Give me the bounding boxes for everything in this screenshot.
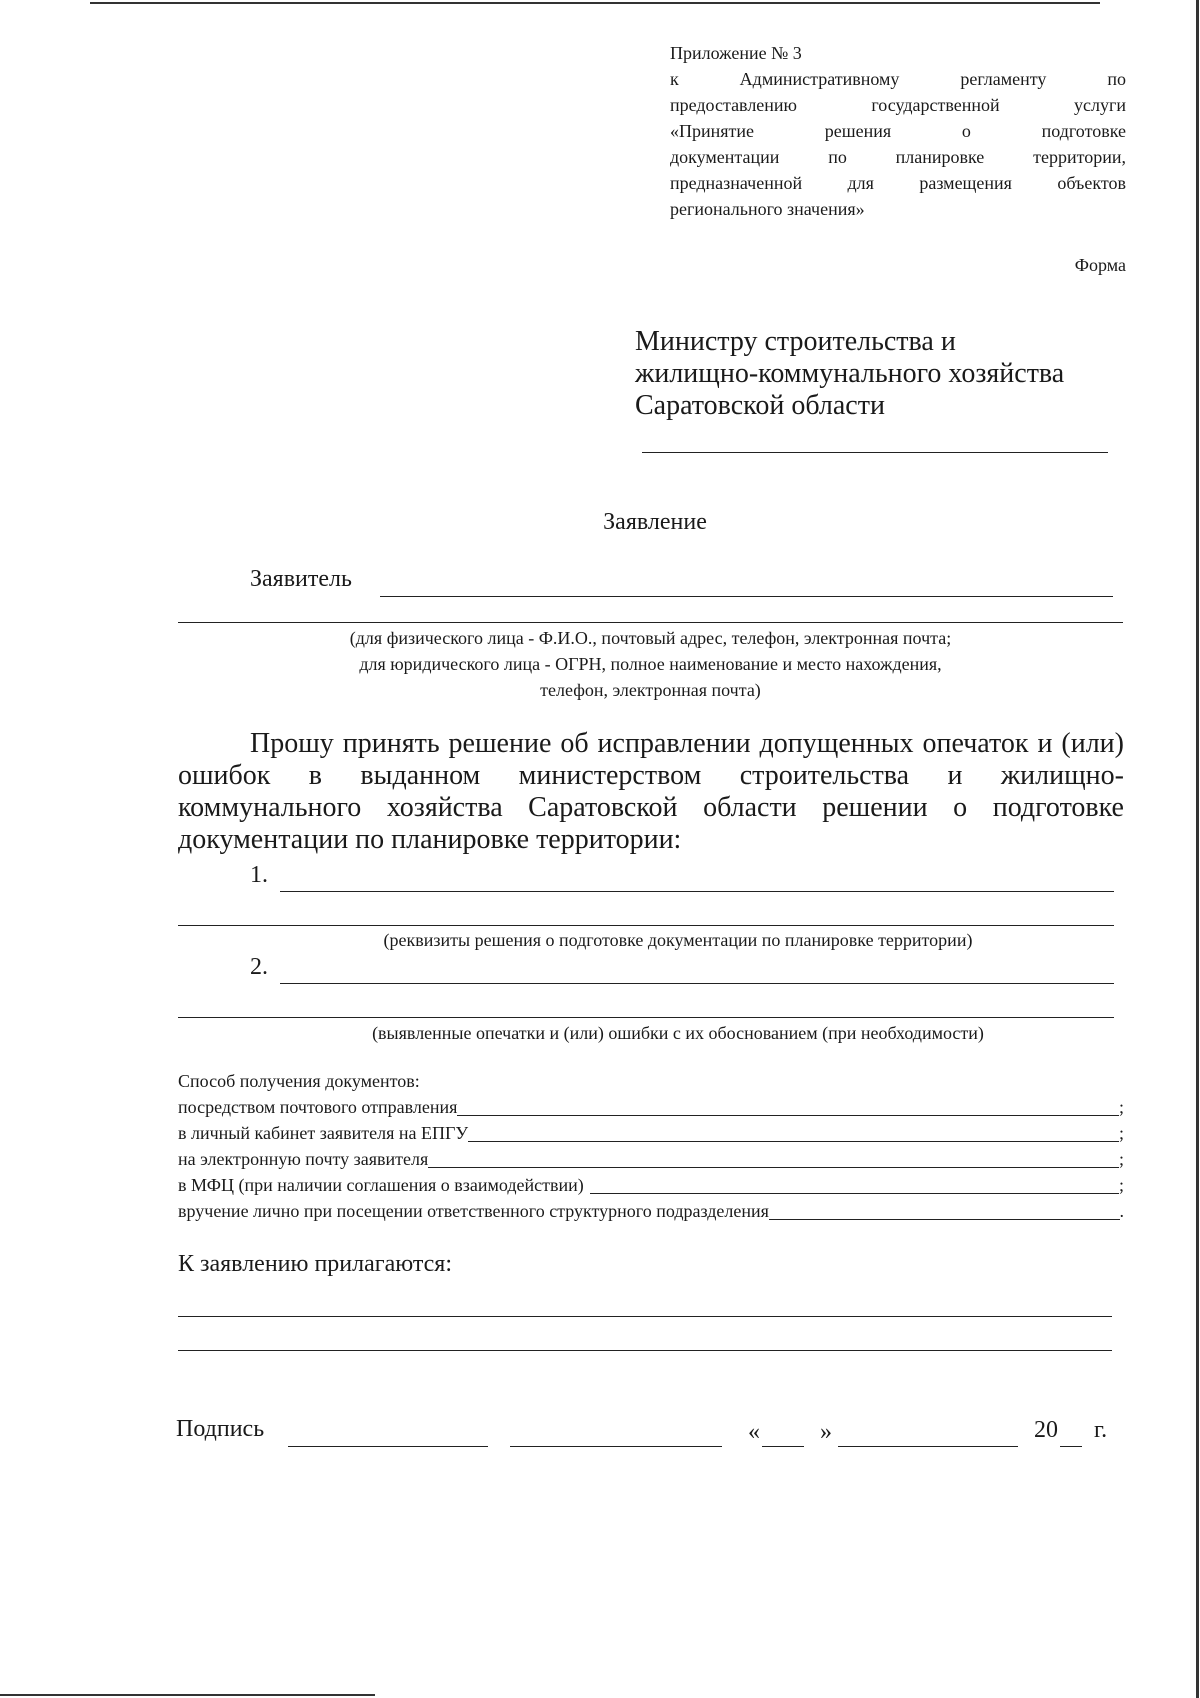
date-year-line[interactable] [1060,1446,1082,1447]
delivery-option-4[interactable] [178,1172,1124,1198]
delivery-option-5[interactable] [178,1198,1124,1224]
attachments-line-1[interactable] [178,1316,1112,1317]
item-2-field-line-1[interactable] [280,983,1114,984]
applicant-label: Заявитель [250,566,352,592]
appendix-block [670,40,1126,222]
appendix-line-5: предназначенной для размещения объектов [670,173,1126,193]
item-1-hint: (реквизиты решения о подготовке документации по планировке территории) [383,930,973,950]
applicant-hint-line-3: телефон, электронная почта) [540,680,761,700]
item-2-field-line-2[interactable] [178,1017,1114,1018]
item-2-hint: (выявленные опечатки и (или) ошибки с их обоснованием (при необходимости) [372,1023,984,1043]
delivery-option-3-label: на электронную почту заявителя [178,1149,429,1169]
addressee-name-line[interactable] [642,452,1108,453]
addressee-line-3: Саратовской области [635,390,885,421]
applicant-hint-line-1: (для физического лица - Ф.И.О., почтовый адрес, телефон, электронная почта; [349,628,952,648]
delivery-option-2-end: ; [1118,1123,1124,1143]
appendix-line-4: документации по планировке территории, [670,147,1126,167]
delivery-option-2-line[interactable] [468,1123,1119,1142]
document-title: Заявление [603,509,707,535]
appendix-line-3: «Принятие решения о подготовке [670,121,1126,141]
date-day-line[interactable] [762,1446,804,1447]
request-paragraph [178,728,1124,856]
delivery-option-1-label: посредством почтового отправления [178,1097,458,1117]
item-2-number: 2. [250,954,268,980]
delivery-option-4-line[interactable] [590,1175,1119,1194]
scan-border-bottom [0,1694,375,1696]
date-quote-open: « [748,1419,760,1445]
delivery-option-3-line[interactable] [428,1149,1119,1168]
date-quote-close: » [820,1419,832,1445]
applicant-hint-line-2: для юридического лица - ОГРН, полное наименование и место нахождения, [359,654,942,674]
signature-name-line[interactable] [510,1446,722,1447]
applicant-field-line-2[interactable] [178,622,1123,623]
signature-label: Подпись [176,1416,265,1442]
applicant-field-line-1[interactable] [380,596,1113,597]
appendix-title: Приложение № 3 [670,43,802,63]
signature-line[interactable] [288,1446,488,1447]
addressee-line-1: Министру строительства и [635,326,956,357]
delivery-option-4-end: ; [1118,1175,1124,1195]
item-1-number: 1. [250,862,268,888]
delivery-option-5-label: вручение лично при посещении ответственного структурного подразделения [178,1201,769,1221]
addressee-block [635,326,1115,422]
scan-border-right [1196,0,1199,1698]
delivery-heading: Способ получения документов: [178,1071,420,1091]
delivery-option-4-label: в МФЦ (при наличии соглашения о взаимодействии) [178,1175,584,1195]
delivery-option-3[interactable] [178,1146,1124,1172]
delivery-option-5-end: . [1119,1201,1124,1221]
date-month-line[interactable] [838,1446,1018,1447]
delivery-option-1[interactable] [178,1094,1124,1120]
request-line-2: ошибок в выданном министерством строительства и жилищно- [178,760,1124,791]
attachments-heading: К заявлению прилагаются: [178,1251,453,1277]
appendix-line-2: предоставлению государственной услуги [670,95,1126,115]
date-year-prefix: 20 [1034,1417,1058,1443]
item-1-field-line-2[interactable] [178,925,1114,926]
item-1-field-line-1[interactable] [280,891,1114,892]
attachments-line-2[interactable] [178,1350,1112,1351]
delivery-option-3-end: ; [1118,1149,1124,1169]
scan-border-top [90,2,1100,4]
form-label: Форма [1074,255,1126,275]
date-year-suffix: г. [1094,1417,1108,1443]
delivery-option-1-end: ; [1118,1097,1124,1117]
delivery-option-5-line[interactable] [769,1201,1120,1220]
request-line-1: Прошу принять решение об исправлении допущенных опечаток и (или) [250,728,1124,759]
delivery-option-1-line[interactable] [457,1097,1119,1116]
request-line-4: документации по планировке территории: [178,824,682,855]
applicant-hint [178,625,1123,703]
delivery-option-2-label: в личный кабинет заявителя на ЕПГУ [178,1123,469,1143]
request-line-3: коммунального хозяйства Саратовской области решении о подготовке [178,792,1124,823]
appendix-line-6: регионального значения» [670,199,865,219]
delivery-option-2[interactable] [178,1120,1124,1146]
addressee-line-2: жилищно-коммунального хозяйства [635,358,1065,389]
appendix-line-1: к Административному регламенту по [670,69,1126,89]
